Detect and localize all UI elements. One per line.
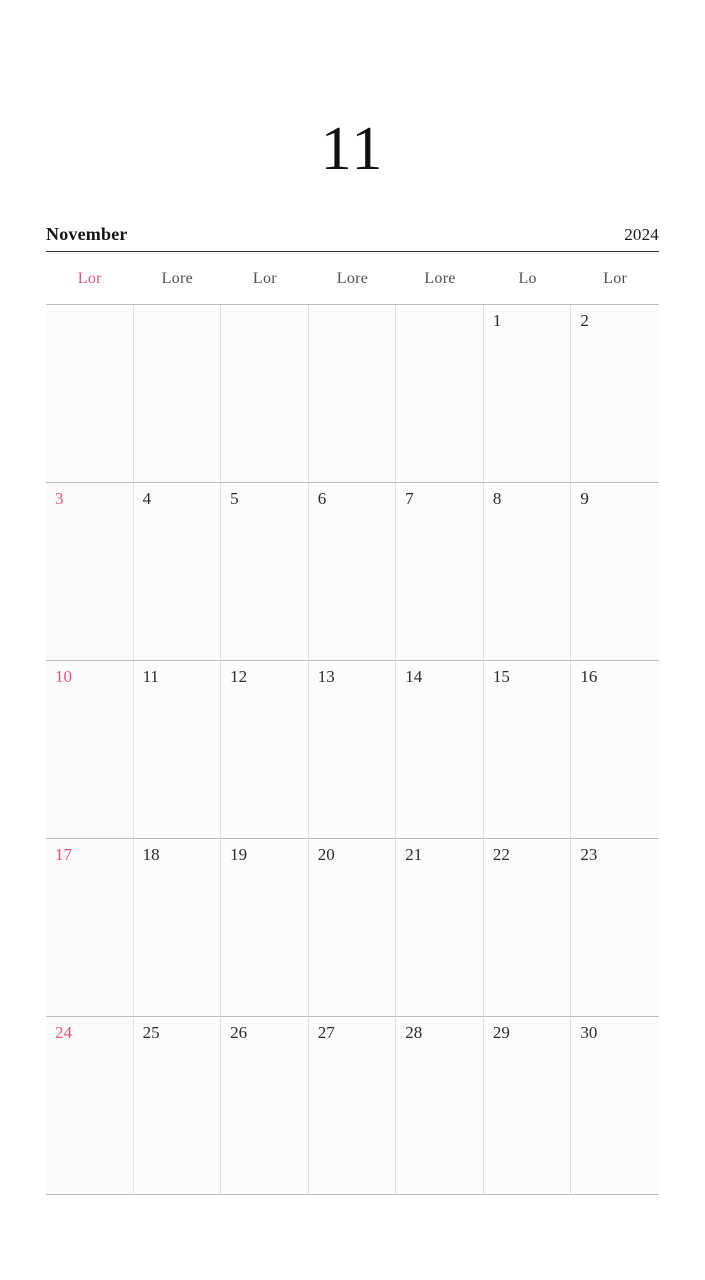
calendar-day-cell[interactable] <box>134 483 222 661</box>
calendar-day-cell[interactable] <box>221 839 309 1017</box>
day-number: 24 <box>55 1023 72 1042</box>
calendar-day-grid <box>46 305 659 1195</box>
calendar-day-cell[interactable] <box>46 661 134 839</box>
day-number: 11 <box>142 667 159 686</box>
calendar-day-cell[interactable] <box>46 1017 134 1195</box>
calendar-day-cell[interactable] <box>571 305 659 483</box>
calendar-day-cell[interactable] <box>309 839 397 1017</box>
calendar-day-cell[interactable] <box>134 1017 222 1195</box>
weekday-header: Lore <box>161 270 194 287</box>
day-number: 16 <box>580 667 598 686</box>
calendar-day-cell[interactable] <box>134 305 222 483</box>
day-number: 4 <box>142 489 152 508</box>
calendar-day-cell[interactable] <box>396 483 484 661</box>
day-number: 2 <box>580 311 589 330</box>
calendar-day-cell[interactable] <box>134 661 222 839</box>
day-number: 6 <box>317 489 327 508</box>
day-number: 8 <box>492 489 502 508</box>
calendar-day-cell[interactable] <box>571 661 659 839</box>
calendar-day-cell[interactable] <box>484 483 572 661</box>
calendar-day-cell[interactable] <box>396 661 484 839</box>
calendar-day-cell[interactable] <box>571 839 659 1017</box>
calendar-day-cell[interactable] <box>571 1017 659 1195</box>
day-number: 29 <box>492 1023 510 1042</box>
calendar-title-row <box>46 224 659 252</box>
day-number: 15 <box>492 667 510 686</box>
calendar-day-cell[interactable] <box>309 1017 397 1195</box>
day-number: 28 <box>405 1023 423 1042</box>
day-number: 26 <box>230 1023 248 1042</box>
calendar-day-cell[interactable] <box>309 483 397 661</box>
calendar-day-cell[interactable] <box>46 839 134 1017</box>
calendar-day-cell[interactable] <box>221 305 309 483</box>
day-number: 1 <box>492 311 502 330</box>
day-number: 27 <box>317 1023 335 1042</box>
calendar-day-cell[interactable] <box>46 305 134 483</box>
calendar-day-cell[interactable] <box>484 1017 572 1195</box>
calendar-day-cell[interactable] <box>396 305 484 483</box>
day-number: 10 <box>55 667 72 686</box>
calendar-day-cell[interactable] <box>134 839 222 1017</box>
day-number: 14 <box>405 667 423 686</box>
calendar-day-cell[interactable] <box>221 661 309 839</box>
day-number: 3 <box>55 489 64 508</box>
day-number: 5 <box>230 489 239 508</box>
calendar-day-cell[interactable] <box>309 305 397 483</box>
day-number: 9 <box>580 489 589 508</box>
calendar-day-cell[interactable] <box>484 839 572 1017</box>
calendar-day-cell[interactable] <box>396 839 484 1017</box>
calendar-day-cell[interactable] <box>221 1017 309 1195</box>
day-number: 21 <box>405 845 423 864</box>
day-number: 20 <box>317 845 335 864</box>
day-number: 17 <box>55 845 72 864</box>
calendar-day-cell[interactable] <box>396 1017 484 1195</box>
day-number: 22 <box>492 845 510 864</box>
year-label: 2024 <box>624 225 659 244</box>
day-number: 12 <box>230 667 248 686</box>
day-number: 19 <box>230 845 248 864</box>
calendar-day-cell[interactable] <box>46 483 134 661</box>
month-name-label: November <box>46 224 128 244</box>
day-number: 23 <box>580 845 598 864</box>
weekday-header: Lor <box>77 270 102 287</box>
calendar-day-cell[interactable] <box>484 305 572 483</box>
calendar-day-cell[interactable] <box>221 483 309 661</box>
day-number: 13 <box>317 667 335 686</box>
weekday-header: Lo <box>518 270 537 287</box>
weekday-header: Lor <box>603 270 628 287</box>
big-month-number: 11 <box>320 115 385 183</box>
weekday-header-row <box>46 252 659 305</box>
day-number: 25 <box>142 1023 160 1042</box>
day-number: 30 <box>580 1023 598 1042</box>
calendar-day-cell[interactable] <box>484 661 572 839</box>
day-number: 7 <box>405 489 414 508</box>
weekday-header: Lore <box>424 270 456 287</box>
calendar-day-cell[interactable] <box>309 661 397 839</box>
weekday-header: Lor <box>252 270 277 287</box>
calendar-day-cell[interactable] <box>571 483 659 661</box>
weekday-header: Lore <box>336 270 369 287</box>
day-number: 18 <box>142 845 160 864</box>
